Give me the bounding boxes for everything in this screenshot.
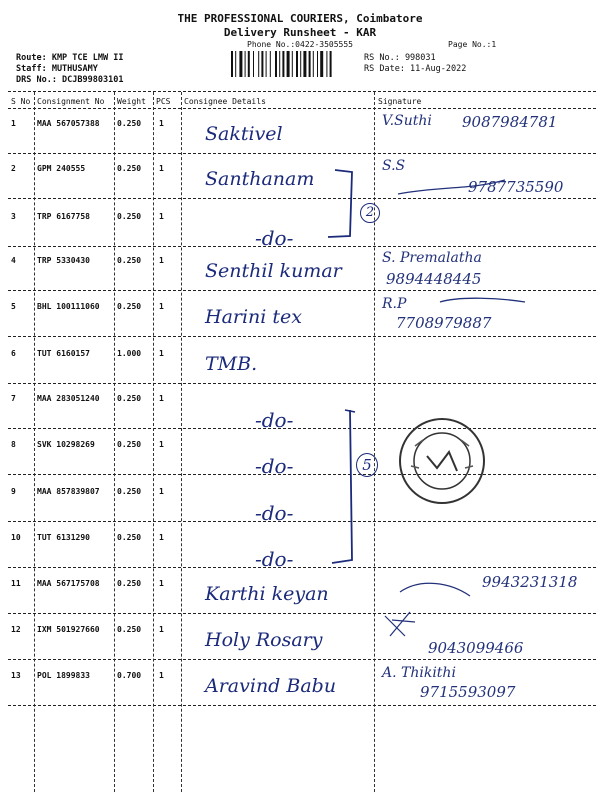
delivery-stamp (397, 416, 487, 506)
row-sno: 1 (11, 119, 16, 128)
row-divider (8, 705, 596, 706)
barcode-bar (320, 51, 323, 77)
row-pcs: 1 (159, 533, 164, 542)
col-signature: Signature (378, 97, 422, 106)
row-sno: 9 (11, 487, 16, 496)
row-consignee-handwritten: -do- (255, 454, 294, 478)
barcode-bar (245, 51, 246, 77)
col-consignee: Consignee Details (184, 97, 266, 106)
row-sno: 3 (11, 212, 16, 221)
row-pcs: 1 (159, 349, 164, 358)
row-weight: 0.250 (117, 256, 142, 265)
barcode-bar (270, 51, 271, 77)
row-divider (8, 336, 596, 337)
rs-date: RS Date: 11-Aug-2022 (364, 64, 467, 74)
row-consignment-no: TRP 5330430 (37, 256, 90, 265)
row-divider (8, 290, 596, 291)
row-consignment-no: TUT 6160157 (37, 349, 90, 358)
row-phone-number: 9715593097 (420, 683, 516, 701)
row-sno: 6 (11, 349, 16, 358)
row-divider (8, 428, 596, 429)
row-phone-number: 9894448445 (386, 270, 482, 288)
row-signature: V.Suthi (382, 113, 432, 129)
row-signature: A. Thikithi (382, 665, 456, 681)
row-consignee-handwritten: -do- (255, 408, 294, 432)
row-consignment-no: GPM 240555 (37, 164, 86, 173)
row-divider (8, 659, 596, 660)
row-pcs: 1 (159, 579, 164, 588)
row-consignee-handwritten: Santhanam (205, 168, 315, 190)
row-consignment-no: IXM 501927660 (37, 625, 100, 634)
row-sno: 8 (11, 440, 16, 449)
barcode-bar (266, 51, 267, 77)
row-consignee-handwritten: Saktivel (205, 123, 283, 145)
group-note-rows-2-3: 2 (360, 203, 380, 223)
row-sno: 2 (11, 164, 16, 173)
row-consignee-handwritten: -do- (255, 547, 294, 571)
barcode-bar (330, 51, 332, 77)
row-phone-number: 9943231318 (482, 573, 578, 591)
group-note-rows-7-10: 5 (356, 453, 378, 477)
barcode-bar (296, 51, 298, 77)
col-divider-4 (181, 92, 182, 792)
row-consignment-no: SVK 10298269 (37, 440, 95, 449)
route-label: Route: KMP TCE LMW II (16, 53, 124, 63)
barcode-bar (239, 51, 242, 77)
row-consignment-no: TUT 6131290 (37, 533, 90, 542)
col-divider-2 (114, 92, 115, 792)
page-number: Page No.:1 (448, 40, 497, 49)
col-divider-5 (374, 92, 375, 792)
row-pcs: 1 (159, 487, 164, 496)
row-weight: 0.250 (117, 302, 142, 311)
barcode-bar (235, 51, 236, 77)
row-consignee-handwritten: -do- (255, 501, 294, 525)
row-phone-number: 9787735590 (468, 178, 564, 196)
row-signature: S.S (382, 158, 406, 174)
col-divider-3 (153, 92, 154, 792)
barcode-bar (275, 51, 277, 77)
row-consignee-handwritten: Holy Rosary (205, 629, 323, 651)
barcode-bar (258, 51, 259, 77)
col-weight: Weight (117, 97, 146, 106)
staff-label: Staff: MUTHUSAMY (16, 64, 98, 74)
barcode-bar (292, 51, 293, 77)
row-sno: 10 (11, 533, 21, 542)
row-weight: 0.250 (117, 487, 142, 496)
row-weight: 0.250 (117, 440, 142, 449)
row-divider (8, 153, 596, 154)
row-pcs: 1 (159, 212, 164, 221)
barcode-bar (248, 51, 250, 77)
drs-number: DRS No.: DCJB99803101 (16, 75, 124, 85)
row-consignee-handwritten: -do- (255, 226, 294, 250)
row-consignment-no: POL 1899833 (37, 671, 90, 680)
row-divider (8, 383, 596, 384)
row-weight: 0.250 (117, 579, 142, 588)
rs-number: RS No.: 998031 (364, 53, 436, 63)
row-weight: 1.000 (117, 349, 142, 358)
barcode-bar (303, 51, 306, 77)
row-pcs: 1 (159, 671, 164, 680)
row-sno: 13 (11, 671, 21, 680)
row-sno: 7 (11, 394, 16, 403)
row-phone-number: 7708979887 (396, 314, 492, 332)
col-divider-1 (34, 92, 35, 792)
barcode-bar (309, 51, 311, 77)
row-pcs: 1 (159, 440, 164, 449)
row-sno: 12 (11, 625, 21, 634)
row-divider (8, 567, 596, 568)
row-divider (8, 474, 596, 475)
row-consignment-no: BHL 100111060 (37, 302, 100, 311)
barcode-bar (313, 51, 314, 77)
row-consignee-handwritten: Harini tex (205, 306, 303, 328)
row-sno: 5 (11, 302, 16, 311)
col-pcs: PCS (156, 97, 171, 106)
row-consignment-no: MAA 567175708 (37, 579, 100, 588)
row-pcs: 1 (159, 625, 164, 634)
row-weight: 0.250 (117, 164, 142, 173)
row-pcs: 1 (159, 256, 164, 265)
row-pcs: 1 (159, 119, 164, 128)
header-rule-top (8, 91, 596, 92)
row-pcs: 1 (159, 394, 164, 403)
row-phone-number: 9087984781 (462, 113, 558, 131)
row-divider (8, 521, 596, 522)
phone-number: Phone No.:0422-3505555 (247, 40, 353, 49)
row-consignment-no: MAA 857839807 (37, 487, 100, 496)
row-consignee-handwritten: Senthil kumar (205, 260, 342, 282)
row-divider (8, 198, 596, 199)
row-sno: 4 (11, 256, 16, 265)
document-title: THE PROFESSIONAL COURIERS, Coimbatore (177, 12, 423, 25)
row-divider (8, 613, 596, 614)
col-sno: S No (11, 97, 31, 106)
row-weight: 0.250 (117, 119, 142, 128)
barcode-bar (287, 51, 290, 77)
barcode-bar (253, 51, 254, 77)
barcode-bar (300, 51, 301, 77)
col-consignment: Consignment No (37, 97, 105, 106)
row-weight: 0.250 (117, 625, 142, 634)
row-weight: 0.250 (117, 212, 142, 221)
row-consignment-no: TRP 6167758 (37, 212, 90, 221)
row-weight: 0.250 (117, 394, 142, 403)
row-consignee-handwritten: Aravind Babu (205, 675, 337, 697)
row-consignment-no: MAA 567057388 (37, 119, 100, 128)
barcode-bar (279, 51, 280, 77)
row-signature: S. Premalatha (382, 250, 482, 266)
row-pcs: 1 (159, 302, 164, 311)
row-weight: 0.700 (117, 671, 142, 680)
header-rule-bottom (8, 108, 596, 109)
barcode-bar (326, 51, 327, 77)
barcode-bar (282, 51, 284, 77)
row-consignee-handwritten: TMB. (205, 353, 258, 375)
row-weight: 0.250 (117, 533, 142, 542)
row-divider (8, 246, 596, 247)
row-phone-number: 9043099466 (428, 639, 524, 657)
barcode-bar (317, 51, 318, 77)
barcode-bar (261, 51, 263, 77)
document-subtitle: Delivery Runsheet - KAR (223, 26, 377, 39)
row-consignee-handwritten: Karthi keyan (205, 583, 329, 605)
row-consignment-no: MAA 283051240 (37, 394, 100, 403)
barcode (230, 51, 352, 77)
row-signature: R.P (382, 296, 407, 312)
row-pcs: 1 (159, 164, 164, 173)
row-sno: 11 (11, 579, 21, 588)
barcode-bar (231, 51, 233, 77)
